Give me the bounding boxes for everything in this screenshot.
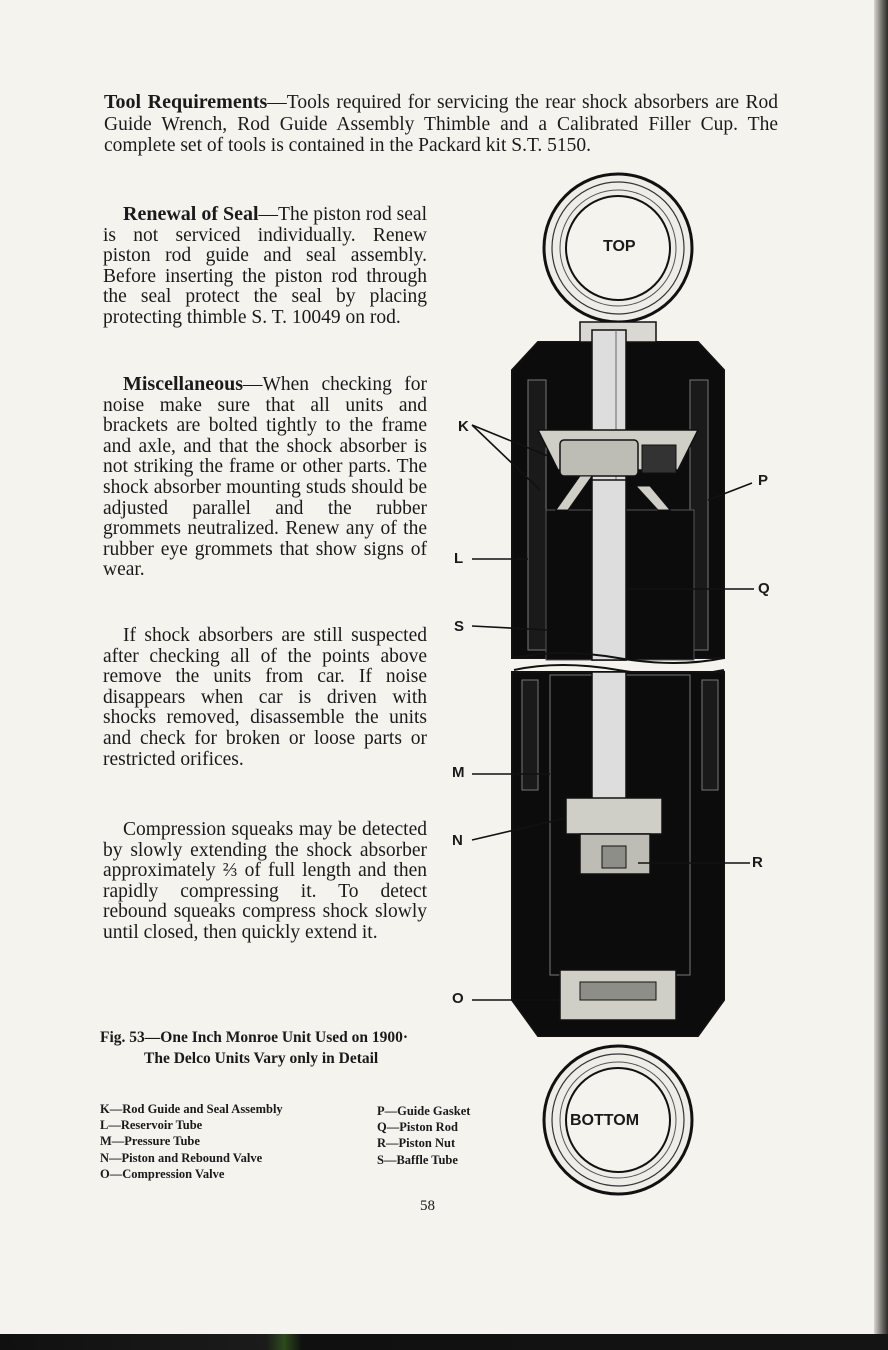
legend-item: R—Piston Nut bbox=[377, 1136, 456, 1151]
figure-caption bbox=[100, 1027, 520, 1069]
callout-q: Q bbox=[758, 580, 770, 597]
section-suspected bbox=[103, 626, 427, 770]
section-miscellaneous bbox=[103, 374, 427, 581]
legend-item: Q—Piston Rod bbox=[377, 1120, 458, 1135]
callout-r: R bbox=[752, 854, 763, 871]
legend-item: O—Compression Valve bbox=[100, 1166, 225, 1181]
page-edge-shadow bbox=[874, 0, 888, 1350]
section-heading: Renewal of Seal bbox=[123, 203, 259, 225]
legend-right bbox=[377, 1103, 470, 1168]
scan-bottom-edge bbox=[0, 1334, 888, 1350]
callout-o: O bbox=[452, 990, 464, 1007]
callout-l: L bbox=[454, 550, 464, 567]
callout-k: K bbox=[458, 418, 469, 435]
section-body: —When checking for noise make sure that all units and brackets are bolted tightly to the frame and axle, and that the shock absorber is not striking the frame or other parts. The shock absorber mounting studs should be adjusted parallel and the rubber grommets neutralized. Renew any of the rubber eye grommets that show signs of wear. bbox=[103, 374, 427, 581]
legend-item: M—Pressure Tube bbox=[100, 1134, 200, 1149]
section-body: If shock absorbers are still suspected after checking all of the points above remove the units from car. If noise disappears when car is driven with shocks removed, disassemble the units and check for broken or loose parts or restricted orifices. bbox=[103, 625, 427, 770]
page-number: 58 bbox=[420, 1198, 435, 1214]
legend-item: N—Piston and Rebound Valve bbox=[100, 1150, 263, 1165]
bottom-eye-label: BOTTOM bbox=[570, 1112, 640, 1129]
legend-item: S—Baffle Tube bbox=[377, 1152, 458, 1167]
section-renewal-of-seal bbox=[103, 204, 427, 329]
legend-item: K—Rod Guide and Seal Assembly bbox=[100, 1102, 283, 1116]
section-body: —The piston rod seal is not serviced individually. Renew piston rod guide and seal assembly. Before inserting the piston rod through the seal protect the seal by placing protecting thimble S. T. 10049 on rod. bbox=[103, 204, 427, 328]
section-compression-squeaks bbox=[103, 820, 427, 944]
callout-n: N bbox=[452, 832, 463, 849]
top-eye-label: TOP bbox=[603, 238, 636, 255]
intro-heading: Tool Requirements bbox=[104, 91, 268, 113]
section-body: Compression squeaks may be detected by slowly extending the shock absorber approximately ⅔ of full length and then rapidly compressing it. To detect rebound squeaks compress shock slowly until closed, then quickly extend it. bbox=[103, 819, 427, 943]
callout-p: P bbox=[758, 472, 769, 489]
section-heading: Miscellaneous bbox=[123, 373, 243, 395]
legend-left bbox=[100, 1101, 283, 1182]
legend-item: P—Guide Gasket bbox=[377, 1104, 471, 1118]
callout-s: S bbox=[454, 618, 465, 635]
caption-line-2: The Delco Units Vary only in Detail bbox=[144, 1050, 379, 1067]
caption-line-1: Fig. 53—One Inch Monroe Unit Used on 1900· bbox=[100, 1029, 409, 1046]
intro-paragraph bbox=[104, 92, 778, 157]
legend-item: L—Reservoir Tube bbox=[100, 1118, 203, 1133]
callout-m: M bbox=[452, 764, 465, 781]
intro-body: —Tools required for servicing the rear shock absorbers are Rod Guide Wrench, Rod Guide Assembly Thimble and a Calibrated Filler Cup. The complete set of tools is contained in the Packard kit S.T. 5150. bbox=[104, 92, 778, 156]
